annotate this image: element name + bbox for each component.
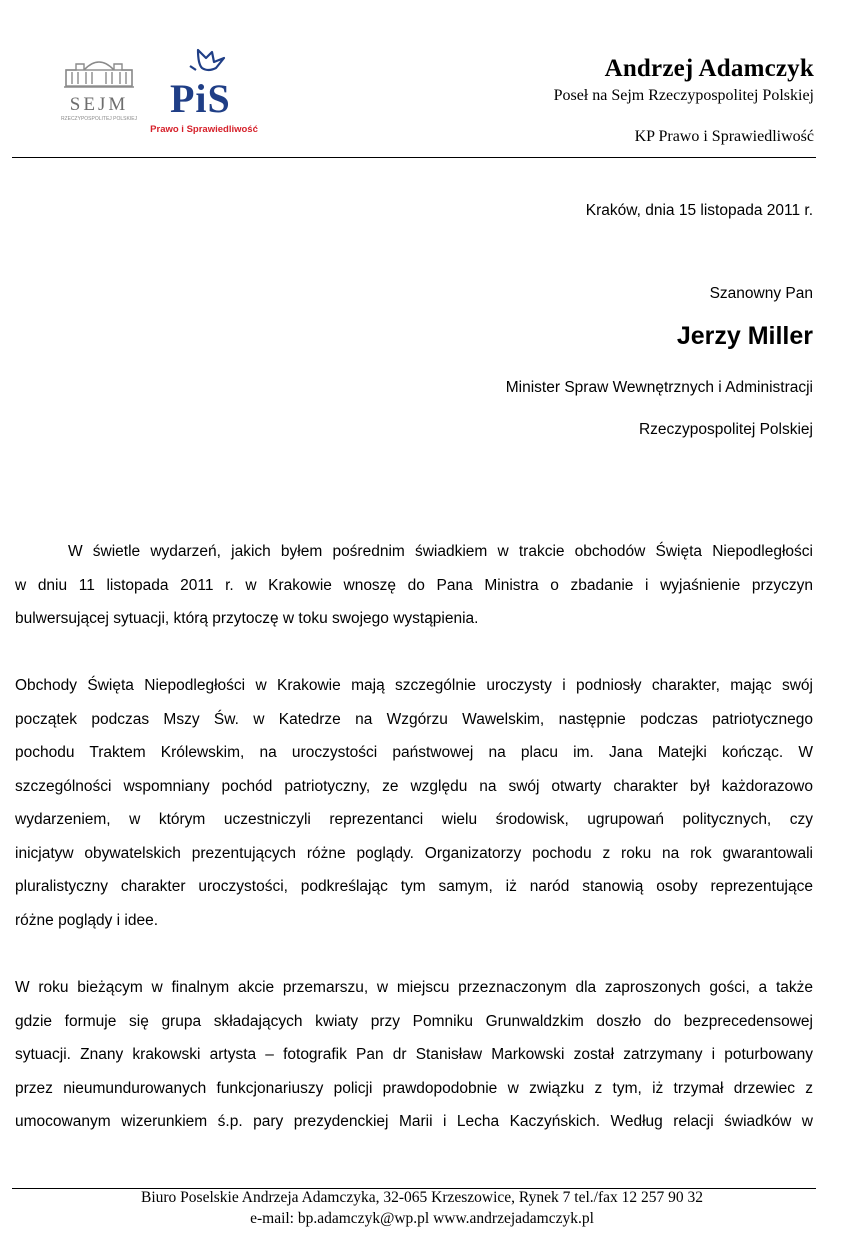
footer-address: Biuro Poselskie Andrzeja Adamczyka, 32-065 Krzeszowice, Rynek 7 tel./fax 12 257 90 32 (141, 1189, 703, 1206)
sejm-logo (62, 56, 136, 134)
paragraph-line: bulwersującej sytuacji, którą przytoczę w toku swojego wystąpienia. (15, 610, 479, 627)
recipient-country: Rzeczypospolitej Polskiej (638, 421, 813, 438)
paragraph-line: umocowanym wizerunkiem ś.p. pary prezydenckiej Marii i Lecha Kaczyńskich. Według relacji świadków w (15, 1113, 813, 1130)
pis-logo-text: PiS (170, 76, 231, 121)
paragraph-line: inicjatyw obywatelskich prezentujących różne poglądy. Organizatorzy pochodu z roku na rok gwarantowali (15, 844, 813, 862)
paragraph-line: pochodu Traktem Królewskim, na uroczystości państwowej na placu im. Jana Matejki kończąc. W (15, 744, 813, 761)
recipient-title: Minister Spraw Wewnętrznych i Administracji (505, 379, 813, 396)
recipient-name: Jerzy Miller (676, 322, 813, 350)
paragraph-line: różne poglądy i idee. (15, 911, 159, 929)
paragraph-line: wydarzeniem, w którym uczestniczyli reprezentanci wielu środowisk, ugrupowań politycznych, czy (15, 811, 813, 828)
salutation: Szanowny Pan (709, 285, 813, 302)
sejm-logo-text: SEJM (69, 94, 129, 115)
paragraph-line: gdzie formuje się grupa składających kwiaty przy Pomniku Grunwaldzkim doszło do bezprecedensowej (15, 1012, 813, 1030)
paragraph (15, 669, 813, 937)
paragraph-line: przez nieumundurowanych funkcjonariuszy policji prawdopodobnie w związku z tym, iż trzymał drzewiec z (15, 1079, 813, 1097)
pis-logo (150, 46, 258, 138)
paragraph-line: sytuacji. Znany krakowski artysta – fotografik Pan dr Stanisław Markowski został zatrzymany i poturbowany (15, 1046, 813, 1063)
sejm-logo-subtext: RZECZYPOSPOLITEJ POLSKIEJ (60, 116, 138, 122)
author-role: Poseł na Sejm Rzeczypospolitej Polskiej (553, 87, 814, 104)
paragraph-line: początek podczas Mszy Św. w Katedrze na Wzgórzu Wawelskim, następnie podczas patriotycznego (15, 710, 813, 728)
paragraph-line: Obchody Święta Niepodległości w Krakowie mają szczególnie uroczysty i podniosły charakter, mając swój (15, 677, 813, 694)
paragraph-line: w dniu 11 listopada 2011 r. w Krakowie wnoszę do Pana Ministra o zbadanie i wyjaśnienie przyczyn (15, 576, 813, 594)
footer-contact: e-mail: bp.adamczyk@wp.pl www.andrzejadamczyk.pl (250, 1210, 594, 1227)
paragraph (15, 535, 813, 636)
paragraph-line: W roku bieżącym w finalnym akcie przemarszu, w miejscu przeznaczonym dla zaproszonych gości, a także (15, 979, 813, 996)
paragraph-line: W świetle wydarzeń, jakich byłem pośrednim świadkiem w trakcie obchodów Święta Niepodległości (68, 543, 813, 560)
paragraph-line: pluralistyczny charakter uroczystości, podkreślając tym samym, iż naród stanowią osoby reprezentujące (15, 878, 813, 895)
author-club: KP Prawo i Sprawiedliwość (634, 128, 814, 145)
paragraph-line: szczególności wspomniany pochód patriotyczny, ze względu na swój otwarty charakter był każdorazowo (15, 777, 813, 795)
pis-logo-subtext: Prawo i Sprawiedliwość (150, 124, 258, 135)
author-name: Andrzej Adamczyk (604, 55, 814, 82)
eagle-crown-icon (190, 50, 224, 70)
letter-date: Kraków, dnia 15 listopada 2011 r. (585, 202, 813, 219)
header-divider (12, 157, 816, 158)
paragraph (15, 971, 813, 1139)
